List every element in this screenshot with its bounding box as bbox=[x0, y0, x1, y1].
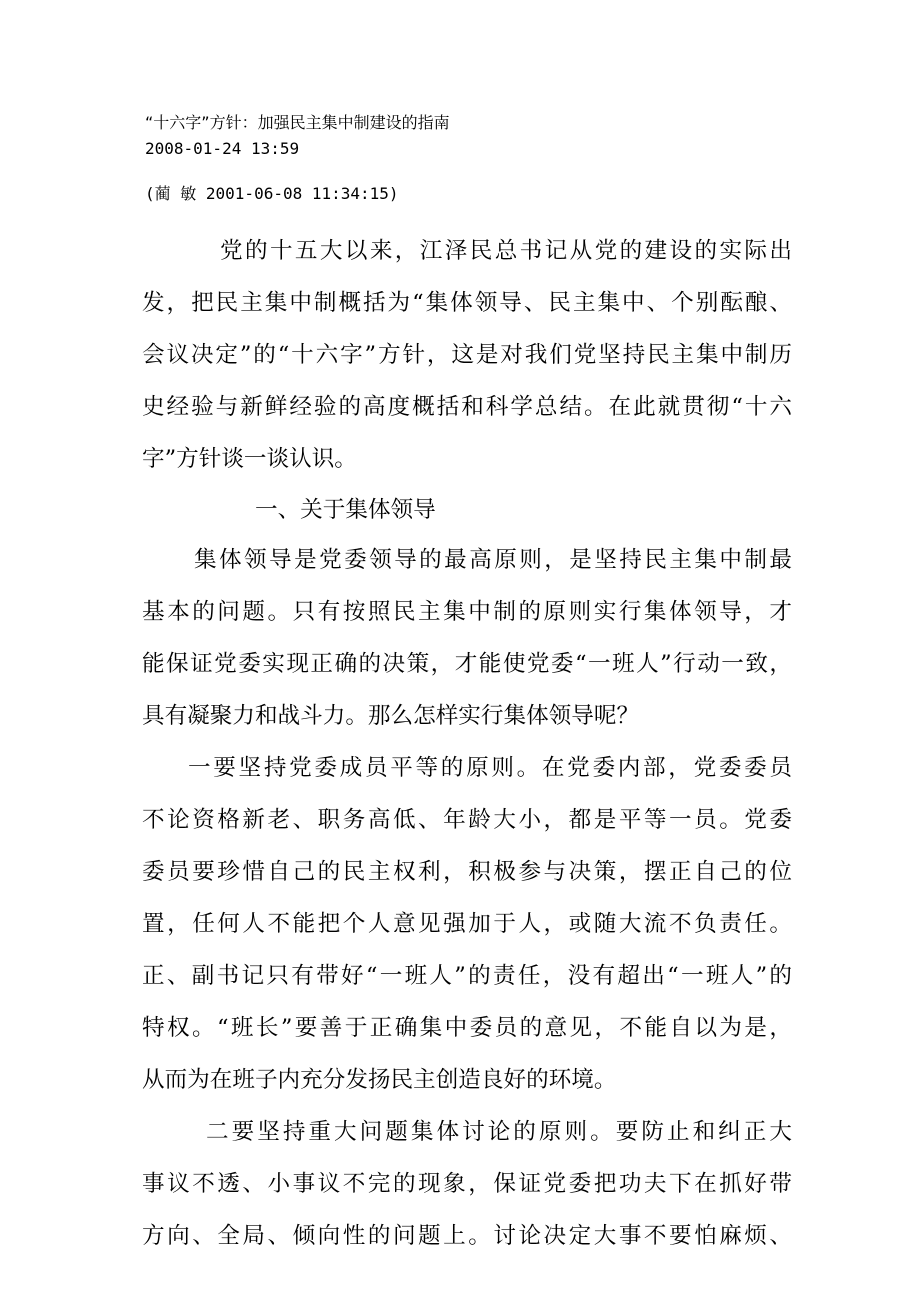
document-title: “十六字”方针：加强民主集中制建设的指南 bbox=[145, 113, 450, 132]
document-byline: (蔺 敏 2001-06-08 11:34:15) bbox=[145, 184, 399, 203]
section-heading: 一、关于集体领导 bbox=[255, 497, 436, 523]
paragraph-line: 事议不透、小事议不完的现象，保证党委把功夫下在抓好带 bbox=[142, 1171, 792, 1197]
paragraph-line: 委员要珍惜自己的民主权利，积极参与决策，摆正自己的位 bbox=[142, 859, 792, 885]
paragraph-line: 置，任何人不能把个人意见强加于人，或随大流不负责任。 bbox=[142, 911, 792, 937]
paragraph-line: 特权。“班长”要善于正确集中委员的意见，不能自以为是， bbox=[142, 1015, 792, 1041]
document-date: 2008-01-24 13:59 bbox=[145, 139, 300, 158]
paragraph-line: 会议决定”的“十六字”方针，这是对我们党坚持民主集中制历 bbox=[142, 342, 792, 368]
paragraph-line: 不论资格新老、职务高低、年龄大小，都是平等一员。党委 bbox=[142, 807, 792, 833]
paragraph-line: 具有凝聚力和战斗力。那么怎样实行集体领导呢？ bbox=[142, 703, 640, 729]
paragraph-line: 二要坚持重大问题集体讨论的原则。要防止和纠正大 bbox=[206, 1119, 792, 1145]
paragraph-line: 字”方针谈一谈认识。 bbox=[142, 446, 357, 472]
paragraph-line: 能保证党委实现正确的决策，才能使党委“一班人”行动一致， bbox=[142, 651, 792, 677]
paragraph-line: 党的十五大以来，江泽民总书记从党的建设的实际出 bbox=[220, 238, 792, 264]
paragraph-line: 发，把民主集中制概括为“集体领导、民主集中、个别酝酿、 bbox=[142, 290, 792, 316]
paragraph-line: 一要坚持党委成员平等的原则。在党委内部，党委委员 bbox=[188, 755, 792, 781]
paragraph-line: 方向、全局、倾向性的问题上。讨论决定大事不要怕麻烦、 bbox=[142, 1223, 792, 1249]
paragraph-line: 正、副书记只有带好“一班人”的责任，没有超出“一班人”的 bbox=[142, 963, 792, 989]
paragraph-line: 集体领导是党委领导的最高原则，是坚持民主集中制最 bbox=[194, 547, 792, 573]
paragraph-line: 史经验与新鲜经验的高度概括和科学总结。在此就贯彻“十六 bbox=[142, 394, 792, 420]
paragraph-line: 从而为在班子内充分发扬民主创造良好的环境。 bbox=[142, 1067, 617, 1093]
paragraph-line: 基本的问题。只有按照民主集中制的原则实行集体领导，才 bbox=[142, 599, 792, 625]
